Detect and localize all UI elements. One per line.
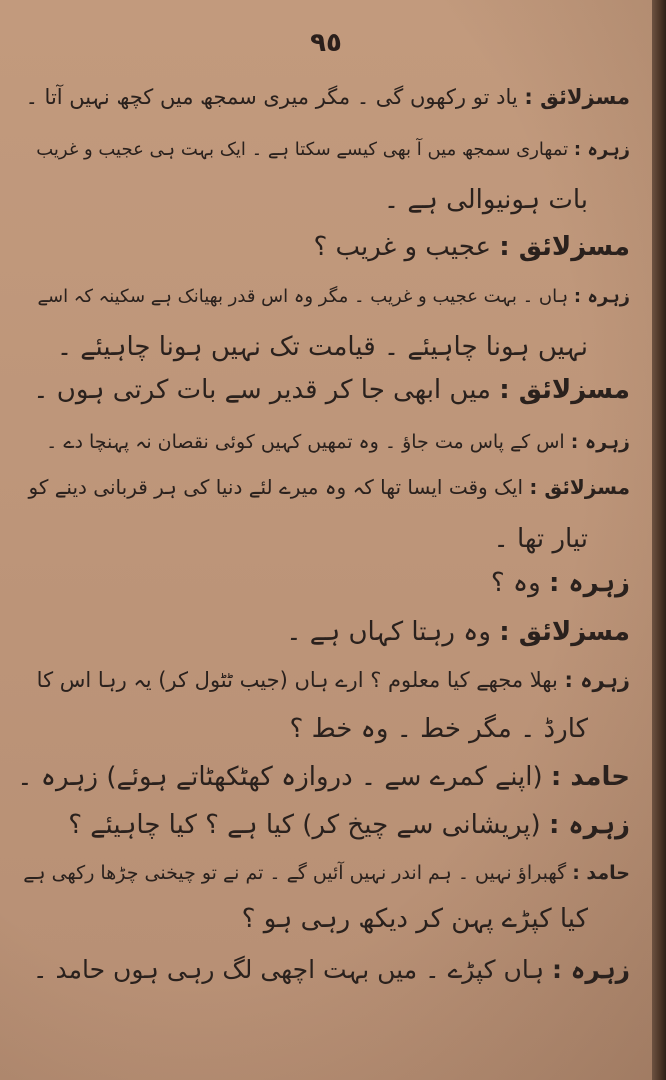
line-text: ہاں ۔ بہت عجیب و غریب ۔ مگر وہ اس قدر بھیانک ہے سکینہ کہ اسے bbox=[37, 286, 569, 307]
speaker-name: زہرہ : bbox=[570, 431, 630, 453]
speaker-name: زہرہ : bbox=[573, 139, 630, 160]
book-spine bbox=[652, 0, 666, 1080]
speaker-name: زہرہ : bbox=[548, 810, 630, 840]
text-line bbox=[29, 470, 631, 504]
line-text: (پریشانی سے چیخ کر) کیا ہے ؟ کیا چاہیئے ؟ bbox=[68, 810, 541, 840]
speaker-name: مسزلائق : bbox=[524, 85, 630, 109]
text-line bbox=[46, 425, 630, 459]
text-line bbox=[313, 230, 630, 264]
line-text: کیا کپڑے پہن کر دیکھ رہی ہو ؟ bbox=[241, 904, 588, 934]
speaker-name: حامد : bbox=[572, 862, 630, 884]
speaker-name: زہرہ : bbox=[564, 668, 630, 692]
text-line bbox=[17, 760, 630, 794]
text-line bbox=[384, 183, 588, 217]
line-text: اس کے پاس مت جاؤ ۔ وہ تمھیں کہیں کوئی نقصان نہ پہنچا دے ۔ bbox=[46, 431, 565, 453]
text-line bbox=[37, 280, 630, 314]
speaker-name: مسزلائق : bbox=[499, 232, 630, 262]
text-line bbox=[36, 133, 630, 167]
text-line bbox=[286, 615, 630, 649]
speaker-name: زہرہ : bbox=[552, 955, 630, 984]
text-line bbox=[494, 522, 588, 556]
line-text: وہ رہتا کہاں ہے ۔ bbox=[286, 617, 491, 647]
speaker-name: زہرہ : bbox=[573, 286, 630, 307]
line-text: تیار تھا ۔ bbox=[493, 524, 588, 554]
text-line bbox=[33, 373, 630, 407]
line-text: بھلا مجھے کیا معلوم ؟ ارے ہاں (جیب ٹٹول کر) یہ رہا اس کا bbox=[36, 668, 558, 692]
line-text: تمھاری سمجھ میں آ بھی کیسے سکتا ہے ۔ ایک بہت ہی عجیب و غریب bbox=[36, 139, 569, 160]
line-text: نہیں ہونا چاہیئے ۔ قیامت تک نہیں ہونا چاہیئے ۔ bbox=[56, 332, 588, 362]
speaker-name: حامد : bbox=[550, 762, 630, 792]
line-text: گھبراؤ نہیں ۔ ہم اندر نہیں آئیں گے ۔ تم نے تو چیخنی چڑھا رکھی ہے bbox=[23, 862, 567, 884]
speaker-name: مسزلائق : bbox=[499, 375, 630, 405]
line-text: میں ابھی جا کر قدیر سے بات کرتی ہوں ۔ bbox=[33, 375, 491, 405]
text-line bbox=[57, 330, 588, 364]
text-line bbox=[23, 856, 630, 890]
line-text: عجیب و غریب ؟ bbox=[313, 232, 491, 262]
speaker-name: مسزلائق : bbox=[529, 475, 630, 499]
text-line bbox=[242, 902, 588, 936]
text-line bbox=[491, 566, 630, 600]
text-line bbox=[37, 663, 630, 697]
page-number: ٩٥ bbox=[310, 28, 342, 58]
line-text: ہاں کپڑے ۔ میں بہت اچھی لگ رہی ہوں حامد ۔ bbox=[32, 955, 545, 984]
speaker-name: زہرہ : bbox=[548, 568, 630, 598]
line-text: وہ ؟ bbox=[490, 568, 541, 598]
text-line bbox=[26, 80, 630, 114]
line-text: (اپنے کمرے سے ۔ دروازہ کھٹکھٹاتے ہوئے) زہرہ ۔ bbox=[17, 762, 543, 792]
line-text: ایک وقت ایسا تھا کہ وہ میرے لئے دنیا کی ہر قربانی دینے کو bbox=[28, 475, 524, 499]
line-text: یاد تو رکھوں گی ۔ مگر میری سمجھ میں کچھ نہیں آتا ۔ bbox=[25, 85, 518, 109]
line-text: کارڈ ۔ مگر خط ۔ وہ خط ؟ bbox=[289, 714, 588, 744]
text-line bbox=[68, 808, 630, 842]
speaker-name: مسزلائق : bbox=[499, 617, 630, 647]
text-line bbox=[290, 712, 588, 746]
line-text: بات ہونیوالی ہے ۔ bbox=[383, 185, 588, 215]
text-line bbox=[33, 953, 630, 987]
